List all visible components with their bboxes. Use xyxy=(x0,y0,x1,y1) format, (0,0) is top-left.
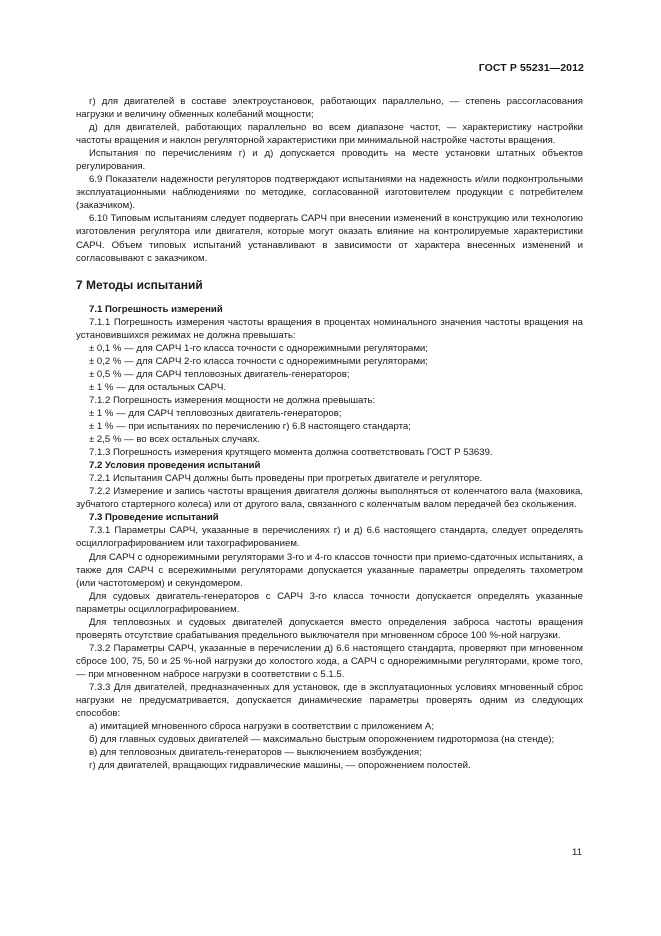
list-item: ± 1 % — для остальных САРЧ. xyxy=(89,381,227,393)
subsection-title: 7.1 Погрешность измерений xyxy=(89,303,223,315)
paragraph: 7.3.2 Параметры САРЧ, указанные в перечислении д) 6.6 настоящего стандарта, проверяют при мгновенном сбросе 100, 75, 50 и 25 %-ной нагрузки до холостого хода, а САРЧ с однорежимными регуляторами, кроме того, — при мгновенном набросе нагрузки в соответствии с 5.1.5. xyxy=(76,642,583,680)
document-header: ГОСТ Р 55231—2012 xyxy=(478,62,584,74)
list-item: б) для главных судовых двигателей — максимально быстрым опорожнением гидротормоза (на стенде); xyxy=(89,734,555,746)
paragraph: 7.1.2 Погрешность измерения мощности не должна превышать: xyxy=(89,394,376,406)
list-item: ± 2,5 % — во всех остальных случаях. xyxy=(89,434,260,446)
list-item: ± 0,1 % — для САРЧ 1-го класса точности с однорежимными регуляторами; xyxy=(89,342,428,354)
subsection-title: 7.2 Условия проведения испытаний xyxy=(89,460,261,472)
page-number: 11 xyxy=(572,847,582,858)
paragraph: д) для двигателей, работающих параллельно во всем диапазоне частот, — характеристику настройки частоты вращения и наклон регуляторной характеристики при минимальной настройке частоты вращения. xyxy=(76,122,583,147)
list-item: а) имитацией мгновенного сброса нагрузки в соответствии с приложением А; xyxy=(89,721,434,733)
paragraph: Для тепловозных и судовых двигателей допускается вместо определения заброса частоты вращения проверять отсутствие срабатывания предельного выключателя при мгновенном сбросе 100 %-ной нагрузки. xyxy=(76,616,583,641)
page-body xyxy=(76,95,583,772)
list-item: ± 0,2 % — для САРЧ 2-го класса точности с однорежимными регуляторами; xyxy=(89,355,428,367)
paragraph: Испытания по перечислениям г) и д) допускается проводить на месте установки штатных объектов регулирования. xyxy=(76,148,583,173)
list-item: ± 0,5 % — для САРЧ тепловозных двигатель-генераторов; xyxy=(89,368,350,380)
paragraph: 7.2.2 Измерение и запись частоты вращения двигателя должны выполняться от коленчатого вала (маховика, зубчатого стартерного колеса) или от другого вала, связанного с коленчатым валом передачей без скольжения. xyxy=(76,486,583,511)
paragraph: 7.3.3 Для двигателей, предназначенных для установок, где в эксплуатационных условиях мгновенный сброс нагрузки не предусматривается, допускается динамические параметры проверять одним из следующих способов: xyxy=(76,681,583,720)
paragraph: 7.1.3 Погрешность измерения крутящего момента должна соответствовать ГОСТ Р 53639. xyxy=(89,447,493,459)
subsection-title: 7.3 Проведение испытаний xyxy=(89,512,219,524)
list-item: ± 1 % — при испытаниях по перечислению г) 6.8 настоящего стандарта; xyxy=(89,421,411,433)
paragraph: 7.2.1 Испытания САРЧ должны быть проведены при прогретых двигателе и регуляторе. xyxy=(89,473,483,485)
list-item: г) для двигателей, вращающих гидравлические машины, — опорожнением полостей. xyxy=(89,760,471,772)
list-item: в) для тепловозных двигатель-генераторов — выключением возбуждения; xyxy=(89,747,422,759)
section-title: 7 Методы испытаний xyxy=(76,277,203,292)
paragraph: 6.10 Типовым испытаниям следует подвергать САРЧ при внесении изменений в конструкцию или технологию изготовления регулятора или двигателя, которые могут оказать влияние на контролируемые характеристики САРЧ. Объем типовых испытаний устанавливают в зависимости от характера внесенных изменений и согласовывают с заказчиком. xyxy=(76,213,583,264)
paragraph: 7.1.1 Погрешность измерения частоты вращения в процентах номинального значения частоты вращения на установившихся режимах не должна превышать: xyxy=(76,316,583,341)
paragraph: 6.9 Показатели надежности регуляторов подтверждают испытаниями на надежность и/или подконтрольными эксплуатационными наблюдениями по методике, согласованной изготовителем продукции с потребителем (заказчиком). xyxy=(76,174,583,212)
paragraph: г) для двигателей в составе электроустановок, работающих параллельно, — степень рассогласования нагрузки и величину обменных колебаний мощности; xyxy=(76,96,583,121)
paragraph: Для САРЧ с однорежимными регуляторами 3-го и 4-го классов точности при приемо-сдаточных испытаниях, а также для САРЧ с всережимными регуляторами допускается указанные параметры определять тахометром (или частотомером) и секундомером. xyxy=(76,551,583,589)
paragraph: Для судовых двигатель-генераторов с САРЧ 3-го класса точности допускается определять указанные параметры осциллографированием. xyxy=(76,590,583,615)
list-item: ± 1 % — для САРЧ тепловозных двигатель-генераторов; xyxy=(89,407,342,419)
paragraph: 7.3.1 Параметры САРЧ, указанные в перечислениях г) и д) 6.6 настоящего стандарта, следует определять осциллографированием или тахографированием. xyxy=(76,525,583,550)
